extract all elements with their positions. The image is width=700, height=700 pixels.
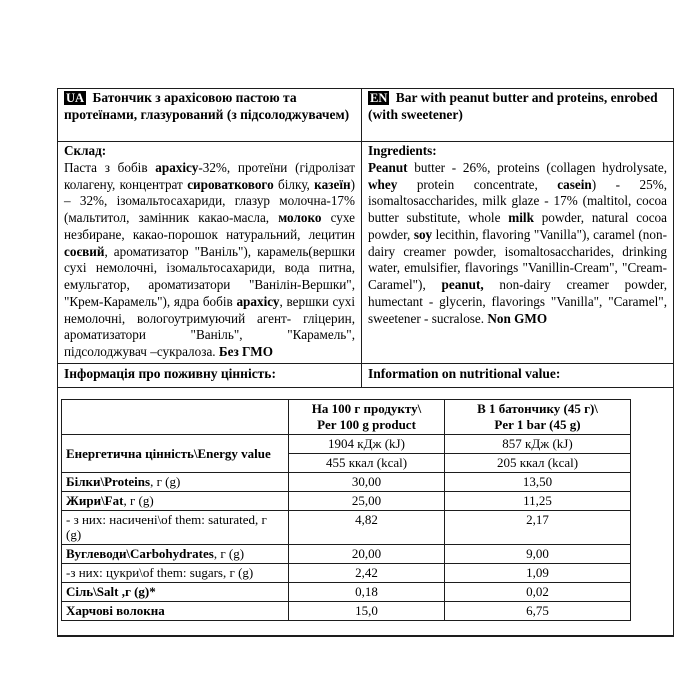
en-language-badge: EN — [370, 91, 388, 105]
saturated-fat-per-bar: 2,17 — [445, 510, 631, 544]
fat-per-100g: 25,00 — [289, 491, 445, 510]
proteins-label: Білки\Proteins, г (g) — [62, 472, 289, 491]
en-product-title: Bar with peanut butter and proteins, enrobed (with sweetener) — [368, 90, 658, 122]
per-bar-header — [445, 399, 631, 434]
nutrition-table-row — [58, 387, 674, 636]
ingredients-row — [58, 142, 674, 364]
nutrition-table-container — [58, 387, 674, 636]
proteins-row — [62, 472, 631, 491]
title-row — [58, 89, 674, 142]
empty-header-cell — [62, 399, 289, 434]
fat-label: Жири\Fat, г (g) — [62, 491, 289, 510]
energy-value-label: Енергетична цінність\Energy value — [62, 434, 289, 472]
product-info-table — [57, 88, 674, 637]
per-100g-header-line1: На 100 г продукту\ — [311, 400, 422, 416]
fat-per-bar: 11,25 — [445, 491, 631, 510]
sugars-row — [62, 563, 631, 582]
sugars-per-100g: 2,42 — [289, 563, 445, 582]
carbohydrates-row — [62, 544, 631, 563]
dietary-fiber-per-100g: 15,0 — [289, 601, 445, 620]
ua-ingredients-cell — [58, 142, 362, 364]
energy-kj-row — [62, 434, 631, 453]
ua-nutrition-heading: Інформація про поживну цінність: — [58, 363, 362, 387]
saturated-fat-row — [62, 510, 631, 544]
ua-ingredients-text: Паста з бобів арахісу-32%, протеїни (гідролізат колагену, концентрат сироваткового білку, казеїн) – 32%, ізомальтосахариди, глазур молочна-17% (мальтитол, замінник какао-масла, молоко сухе незбиране, какао-порошок натуральний, лецитин соєвий, ароматизатор "Ваніль"), карамель(вершки сухі немолочні, ізомальтосахариди, вода питна, емульгатор, ароматизатори "Ванілін-Вершки", "Крем-Карамель"), ядра бобів арахісу, вершки сухі немолочні, вологоутримуючий агент- гліцерин, ароматизатори "Ваніль", "Карамель", підсолоджувач –сукралоза. Без ГМО — [64, 159, 356, 359]
proteins-per-bar: 13,50 — [445, 472, 631, 491]
per-bar-header-line1: В 1 батончику (45 г)\ — [477, 400, 598, 416]
salt-per-bar: 0,02 — [445, 582, 631, 601]
carbohydrates-per-100g: 20,00 — [289, 544, 445, 563]
en-ingredients-label: Ingredients: — [368, 143, 437, 158]
proteins-per-100g: 30,00 — [289, 472, 445, 491]
nutrition-table — [61, 399, 631, 621]
nutrition-header-row — [62, 399, 631, 434]
dietary-fiber-row — [62, 601, 631, 620]
energy-kj-per-bar: 857 кДж (kJ) — [445, 434, 631, 453]
ua-language-badge: UA — [66, 91, 85, 105]
energy-kcal-per-bar: 205 ккал (kcal) — [445, 453, 631, 472]
dietary-fiber-per-bar: 6,75 — [445, 601, 631, 620]
nutrition-info-heading-row — [58, 363, 674, 387]
dietary-fiber-label: Харчові волокна — [62, 601, 289, 620]
salt-label: Сіль\Salt ,г (g)* — [62, 582, 289, 601]
ua-title-cell — [58, 89, 362, 142]
energy-kcal-per-100g: 455 ккал (kcal) — [289, 453, 445, 472]
salt-row — [62, 582, 631, 601]
en-ingredients-cell — [362, 142, 674, 364]
carbohydrates-per-bar: 9,00 — [445, 544, 631, 563]
salt-per-100g: 0,18 — [289, 582, 445, 601]
en-title-cell — [362, 89, 674, 142]
en-ingredients-text: Peanut butter - 26%, proteins (collagen hydrolysate, whey protein concentrate, casein) - 25%, isomaltosaccharides, milk glaze - 17% (maltitol, cocoa butter substitute, whole milk powder, natural cocoa powder, soy lecithin, flavoring "Vanilla"), caramel (non-dairy creamer powder, isomaltosaccharides, drinking water, emulsifier, flavorings "Vanillin-Cream", "Cream-Caramel"), peanut, non-dairy creamer powder, humectant - glycerin, flavorings "Vanilla", "Caramel", sweetener - sucralose. Non GMO — [368, 159, 667, 326]
per-100g-header — [289, 399, 445, 434]
ua-product-title: Батончик з арахісовою пастою та протеїнами, глазурований (з підсолоджувачем) — [64, 90, 350, 122]
saturated-fat-label: - з них: насичені\of them: saturated, г (g) — [62, 510, 289, 544]
fat-row — [62, 491, 631, 510]
en-nutrition-heading: Information on nutritional value: — [362, 363, 674, 387]
sugars-per-bar: 1,09 — [445, 563, 631, 582]
saturated-fat-per-100g: 4,82 — [289, 510, 445, 544]
ua-ingredients-label: Склад: — [64, 143, 107, 158]
carbohydrates-label: Вуглеводи\Carbohydrates, г (g) — [62, 544, 289, 563]
sugars-label: -з них: цукри\of them: sugars, г (g) — [62, 563, 289, 582]
per-bar-header-line2: Per 1 bar (45 g) — [494, 416, 581, 432]
per-100g-header-line2: Per 100 g product — [317, 416, 416, 432]
energy-kj-per-100g: 1904 кДж (kJ) — [289, 434, 445, 453]
